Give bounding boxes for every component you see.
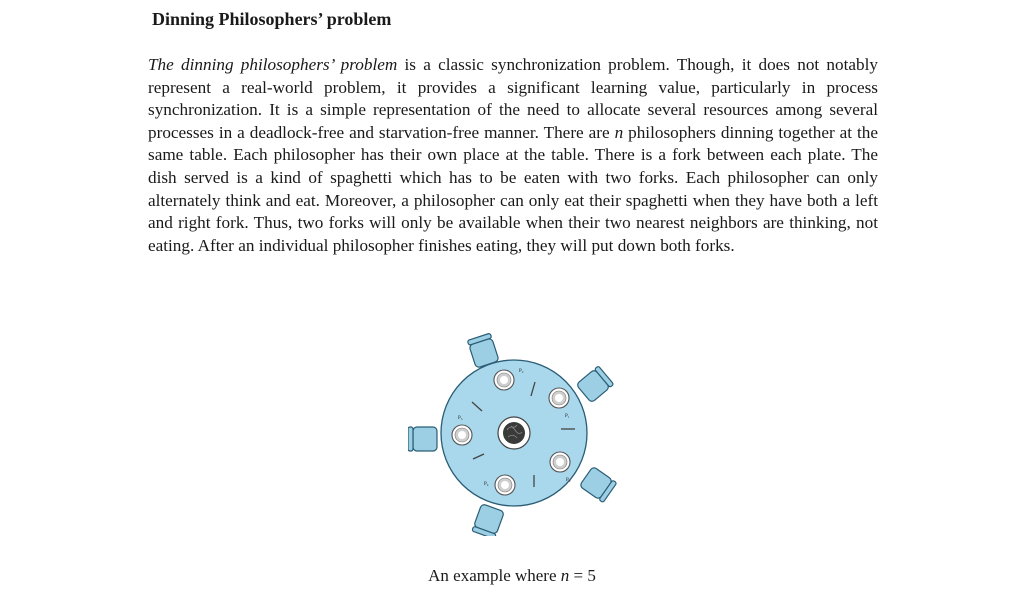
caption-prefix: An example where	[428, 566, 561, 585]
caption-suffix: = 5	[569, 566, 596, 585]
dining-table-figure	[408, 330, 620, 536]
paragraph-text-1: is a classic synchronization problem. Though, it does not notably represent a real-world problem, it provides a significant learning value, particularly in process synchronization. It is a simple representation of the need to allocate several resources among several processes in a deadlock-free and starvation-free manner. There are	[148, 55, 878, 142]
chair-p3	[408, 427, 437, 451]
label-p2: P₂	[519, 369, 524, 374]
chair-p0	[579, 466, 617, 502]
figure-caption	[0, 566, 1024, 586]
chair-p1	[576, 366, 614, 403]
plate-p2	[494, 370, 514, 390]
spaghetti-bowl	[498, 417, 530, 449]
caption-var: n	[560, 566, 570, 585]
label-p1: P₁	[565, 414, 570, 419]
plate-p4	[495, 475, 515, 495]
paragraph-text-2: philosophers dinning together at the same table. Each philosopher has their own place at the table. There is a fork between each plate. The dish served is a kind of spaghetti which has to be eaten with two forks. Each philosopher can only alternately think and eat. Moreover, a philosopher can only eat their spaghetti when they have both a left and right fork. Thus, two forks will only be available when their two nearest neighbors are thinking, not eating. After an individual philosopher finishes eating, they will put down both forks.	[148, 122, 878, 255]
label-p4: P₄	[484, 482, 489, 487]
plate-p0	[550, 452, 570, 472]
body-paragraph	[148, 54, 878, 257]
label-p3: P₃	[458, 416, 463, 421]
plate-p3	[452, 425, 472, 445]
plate-p1	[549, 388, 569, 408]
page-title: Dinning Philosophers’ problem	[152, 9, 392, 29]
lead-term: The dinning philosophers’ problem	[148, 55, 398, 74]
chair-p4	[472, 504, 504, 536]
label-p0: P₀	[566, 478, 571, 483]
n-variable: n	[614, 122, 624, 142]
